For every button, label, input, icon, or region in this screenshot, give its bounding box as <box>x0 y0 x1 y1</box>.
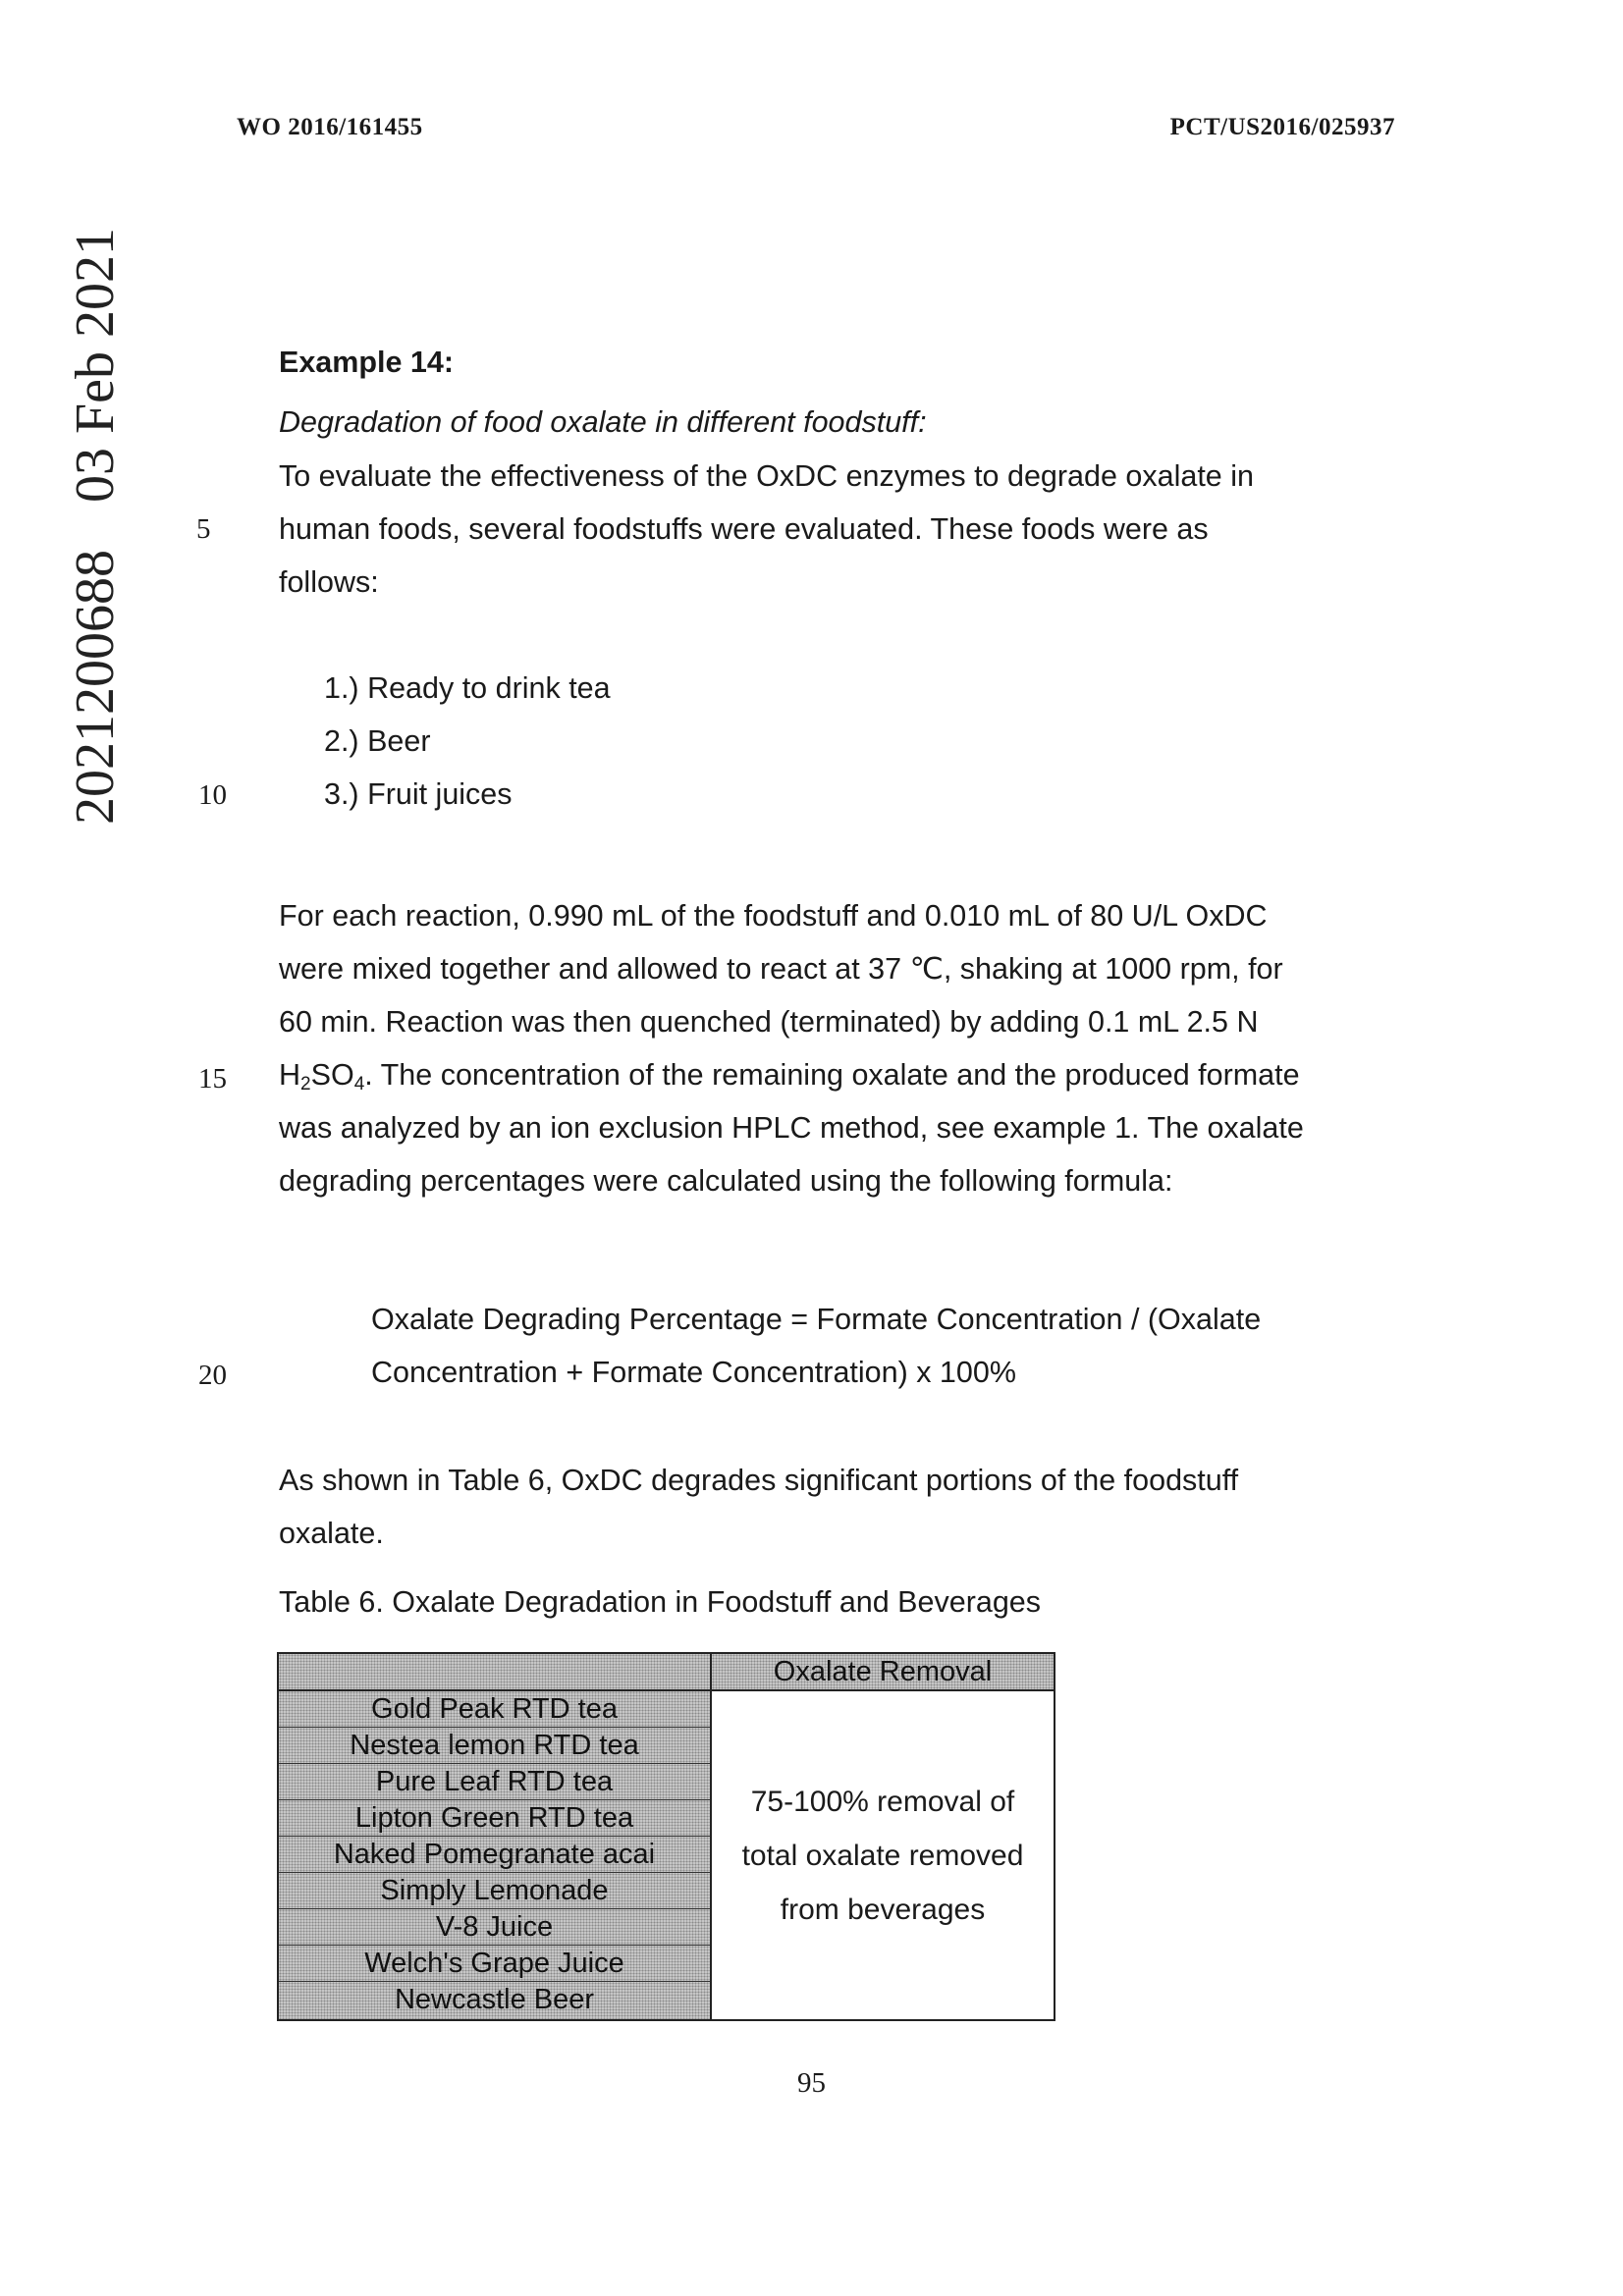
formula-h: H <box>279 1058 301 1092</box>
paragraph-line: degrading percentages were calculated using the following formula: <box>279 1164 1173 1198</box>
side-stamp <box>61 206 130 825</box>
formula-line: Oxalate Degrading Percentage = Formate Concentration / (Oxalate <box>371 1303 1262 1336</box>
table-row: Pure Leaf RTD tea <box>279 1764 710 1800</box>
formula-so: SO <box>310 1058 354 1092</box>
paragraph-line: To evaluate the effectiveness of the OxDC enzymes to degrade oxalate in <box>279 459 1254 493</box>
example-subtitle: Degradation of food oxalate in different foodstuff: <box>279 405 927 439</box>
table-row: Naked Pomegranate acai <box>279 1837 710 1873</box>
paragraph-line: oxalate. <box>279 1517 384 1550</box>
line-number: 10 <box>198 779 227 811</box>
foodstuff-column <box>279 1654 712 2019</box>
table-row: Welch's Grape Juice <box>279 1946 710 1982</box>
table-caption: Table 6. Oxalate Degradation in Foodstuff and Beverages <box>279 1585 1041 1619</box>
example-title: Example 14: <box>279 346 455 379</box>
page-number: 95 <box>797 2067 826 2099</box>
stamp-date: 03 Feb 2021 <box>65 228 126 503</box>
result-line: from beverages <box>780 1893 986 1926</box>
paragraph-line: human foods, several foodstuffs were evaluated. These foods were as <box>279 512 1209 546</box>
table-row: Nestea lemon RTD tea <box>279 1728 710 1764</box>
paragraph-line: were mixed together and allowed to react at 37 ℃, shaking at 1000 rpm, for <box>279 952 1283 986</box>
line-number: 20 <box>198 1360 227 1391</box>
paragraph-line: As shown in Table 6, OxDC degrades significant portions of the foodstuff <box>279 1464 1239 1497</box>
list-item: 1.) Ready to drink tea <box>324 671 611 705</box>
table-row: Lipton Green RTD tea <box>279 1800 710 1837</box>
result-line: total oxalate removed <box>741 1839 1024 1872</box>
line-number: 5 <box>196 513 211 545</box>
list-item: 2.) Beer <box>324 724 431 758</box>
removal-result <box>712 1691 1054 2019</box>
stamp-number: 2021200688 <box>65 550 126 825</box>
table-header-oxalate-removal: Oxalate Removal <box>712 1654 1054 1691</box>
list-item: 3.) Fruit juices <box>324 777 513 811</box>
formula-so-subscript: 4 <box>353 1074 365 1095</box>
formula-h-subscript: 2 <box>300 1074 311 1095</box>
table-row: Gold Peak RTD tea <box>279 1691 710 1728</box>
table-row: V-8 Juice <box>279 1909 710 1946</box>
publication-number: WO 2016/161455 <box>237 114 423 140</box>
result-line: 75-100% removal of <box>750 1785 1015 1818</box>
application-number: PCT/US2016/025937 <box>1169 114 1395 140</box>
table-row: Newcastle Beer <box>279 1982 710 2019</box>
paragraph-line: was analyzed by an ion exclusion HPLC method, see example 1. The oxalate <box>279 1111 1304 1145</box>
paragraph-line-rest: . The concentration of the remaining oxalate and the produced formate <box>364 1058 1300 1092</box>
paragraph-line: follows: <box>279 565 379 599</box>
formula-line: Concentration + Formate Concentration) x 100% <box>371 1356 1016 1389</box>
paragraph-line: For each reaction, 0.990 mL of the foodstuff and 0.010 mL of 80 U/L OxDC <box>279 899 1268 933</box>
table-row: Simply Lemonade <box>279 1873 710 1909</box>
oxalate-table <box>277 1652 1055 2021</box>
table-header-blank <box>279 1654 710 1691</box>
paragraph-line <box>279 1057 1300 1093</box>
line-number: 15 <box>198 1063 227 1095</box>
paragraph-line: 60 min. Reaction was then quenched (terminated) by adding 0.1 mL 2.5 N <box>279 1005 1259 1039</box>
